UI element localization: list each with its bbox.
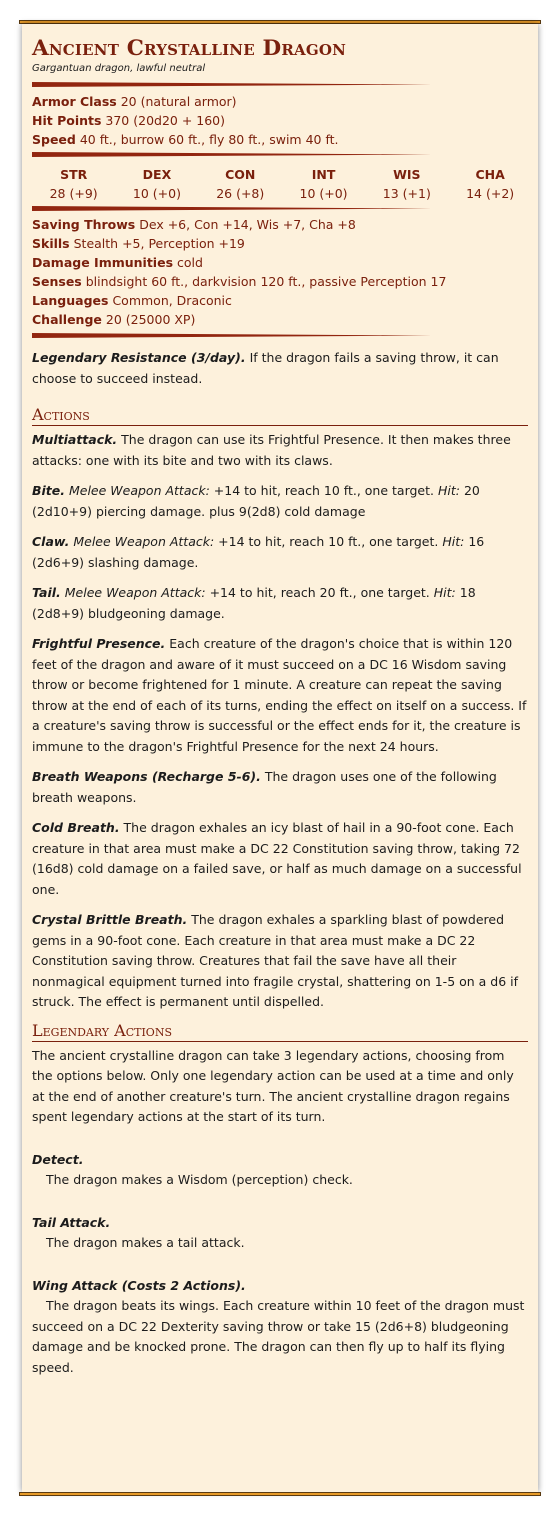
languages-label: Languages — [32, 293, 109, 308]
action-bite — [32, 481, 528, 522]
senses-value: blindsight 60 ft., darkvision 120 ft., passive Perception 17 — [85, 274, 447, 289]
languages-line — [32, 291, 528, 310]
armor-class-line — [32, 92, 528, 111]
skills-value: Stealth +5, Perception +19 — [73, 236, 245, 251]
armor-class-value: 20 (natural armor) — [120, 94, 237, 109]
speed-value: 40 ft., burrow 60 ft., fly 80 ft., swim 40 ft. — [79, 132, 339, 147]
detail-properties — [32, 211, 528, 333]
action-text: Each creature of the dragon's choice that is within 120 feet of the dragon and aware of it must succeed on a DC 16 Wisdom saving throw or become frightened for 1 minute. A creature can repeat the saving throw at the end of each of its turns, ending the effect on itself on a success. If a creature's saving throw is successful or the effect ends for it, the creature is immune to the dragon's Frightful Presence for the next 24 hours. — [32, 636, 527, 754]
legendary-detect-name: Detect. — [32, 1151, 84, 1167]
ability-label: INT — [311, 167, 336, 182]
ability-str — [32, 165, 115, 203]
action-name: Cold Breath. — [32, 820, 120, 835]
action-tail — [32, 583, 528, 624]
action-frightful-presence — [32, 634, 528, 757]
action-breath-weapons — [32, 767, 528, 808]
monster-name: Ancient Crystalline Dragon — [32, 36, 347, 61]
legendary-detect-text: The dragon makes a Wisdom (perception) check. — [46, 1172, 353, 1187]
actions-heading: Actions — [32, 403, 528, 426]
ability-cha — [448, 165, 531, 203]
ability-wis — [365, 165, 448, 203]
action-text: The dragon uses one of the following breath weapons. — [32, 769, 497, 805]
speed-label: Speed — [32, 132, 76, 147]
languages-value: Common, Draconic — [112, 293, 232, 308]
action-multiattack — [32, 430, 528, 471]
damage-immunities-line — [32, 253, 528, 272]
legendary-tail-attack-text: The dragon makes a tail attack. — [46, 1235, 245, 1250]
ability-scores — [32, 157, 532, 206]
ability-value: 13 (+1) — [382, 186, 431, 201]
attack-type: Melee Weapon Attack: — [69, 534, 215, 549]
attack-type: Melee Weapon Attack: — [60, 585, 206, 600]
bottom-border-bar — [19, 1492, 541, 1496]
action-name: Claw. — [32, 534, 70, 549]
action-name: Breath Weapons (Recharge 5-6). — [32, 769, 261, 784]
legendary-intro: The ancient crystalline dragon can take 3 legendary actions, choosing from the options below. Only one legendary action can be used at a time and only at the end of another creature's turn. The ancient crystalline dragon regains spent legendary actions at the start of its turn. — [32, 1047, 514, 1124]
senses-label: Senses — [32, 274, 82, 289]
action-name: Multiattack. — [32, 432, 118, 447]
challenge-value: 20 (25000 XP) — [105, 312, 196, 327]
action-cold-breath — [32, 818, 528, 900]
hit-points-line — [32, 111, 528, 130]
action-name: Frightful Presence. — [32, 636, 166, 651]
ability-label: CHA — [475, 167, 505, 182]
saving-throws-line — [32, 215, 528, 234]
hit-points-label: Hit Points — [32, 113, 102, 128]
challenge-label: Challenge — [32, 312, 102, 327]
speed-line — [32, 130, 528, 149]
legendary-wing-attack-name: Wing Attack (Costs 2 Actions). — [32, 1277, 246, 1293]
trait-legendary-resistance — [32, 348, 528, 389]
damage-immunities-value: cold — [177, 255, 203, 270]
ability-value: 28 (+9) — [49, 186, 98, 201]
action-text: The dragon exhales a sparkling blast of powdered gems in a 90-foot cone. Each creature in that area must make a DC 22 Constitution saving throw. Creatures that fail the save have all their nonmagical equipment turned into fragile crystal, shattering on 1-5 on a d6 if struck. The effect is permanent until dispelled. — [32, 912, 519, 1009]
ability-value: 26 (+8) — [216, 186, 265, 201]
core-properties — [32, 87, 528, 152]
ability-label: CON — [225, 167, 256, 182]
ability-value: 14 (+2) — [466, 186, 515, 201]
challenge-line — [32, 310, 528, 329]
senses-line — [32, 272, 528, 291]
ability-label: DEX — [142, 167, 172, 182]
legendary-wing-attack-text: The dragon beats its wings. Each creature within 10 feet of the dragon must succeed on a DC 22 Dexterity saving throw or take 15 (2d6+8) bludgeoning damage and be knocked prone. The dragon can then fly up to half its flying speed. — [32, 1298, 525, 1375]
action-name: Tail. — [32, 585, 61, 600]
action-crystal-brittle-breath — [32, 910, 528, 1013]
ability-label: STR — [60, 167, 88, 182]
hit-label: Hit: — [433, 585, 456, 600]
skills-line — [32, 234, 528, 253]
monster-type: Gargantuan dragon, lawful neutral — [32, 63, 206, 74]
damage-text: 18 (2d8+9) bludgeoning damage. — [32, 585, 476, 621]
trait-text: If the dragon fails a saving throw, it can choose to succeed instead. — [32, 350, 499, 386]
ability-con — [199, 165, 282, 203]
hit-label: Hit: — [442, 534, 465, 549]
action-claw — [32, 532, 528, 573]
damage-text: 16 (2d6+9) slashing damage. — [32, 534, 485, 570]
hit-points-value: 370 (20d20 + 160) — [105, 113, 226, 128]
hit-label: Hit: — [437, 483, 460, 498]
action-text: The dragon can use its Frightful Presence. It then makes three attacks: one with its bite and two with its claws. — [32, 432, 511, 468]
skills-label: Skills — [32, 236, 70, 251]
ability-dex — [115, 165, 198, 203]
ability-value: 10 (+0) — [299, 186, 348, 201]
action-text: The dragon exhales an icy blast of hail in a 90-foot cone. Each creature in that area must make a DC 22 Constitution saving throw, taking 72 (16d8) cold damage on a failed save, or half as much damage on a successful one. — [32, 820, 522, 897]
attack-type: Melee Weapon Attack: — [65, 483, 210, 498]
legendary-tail-attack-name: Tail Attack. — [32, 1214, 111, 1230]
damage-text: 20 (2d10+9) piercing damage. plus 9(2d8) cold damage — [32, 483, 480, 519]
saving-throws-label: Saving Throws — [32, 217, 136, 232]
stat-block — [22, 24, 538, 1492]
attack-text: +14 to hit, reach 20 ft., one target. — [205, 585, 434, 600]
damage-immunities-label: Damage Immunities — [32, 255, 174, 270]
attack-text: +14 to hit, reach 10 ft., one target. — [214, 534, 443, 549]
attack-text: +14 to hit, reach 10 ft., one target. — [209, 483, 438, 498]
action-name: Bite. — [32, 483, 66, 498]
ability-label: WIS — [393, 167, 421, 182]
legendary-actions-heading: Legendary Actions — [32, 1019, 528, 1042]
action-name: Crystal Brittle Breath. — [32, 912, 188, 927]
ability-int — [282, 165, 365, 203]
ability-value: 10 (+0) — [132, 186, 181, 201]
saving-throws-value: Dex +6, Con +14, Wis +7, Cha +8 — [139, 217, 356, 232]
armor-class-label: Armor Class — [32, 94, 117, 109]
trait-name: Legendary Resistance (3/day). — [32, 350, 246, 365]
